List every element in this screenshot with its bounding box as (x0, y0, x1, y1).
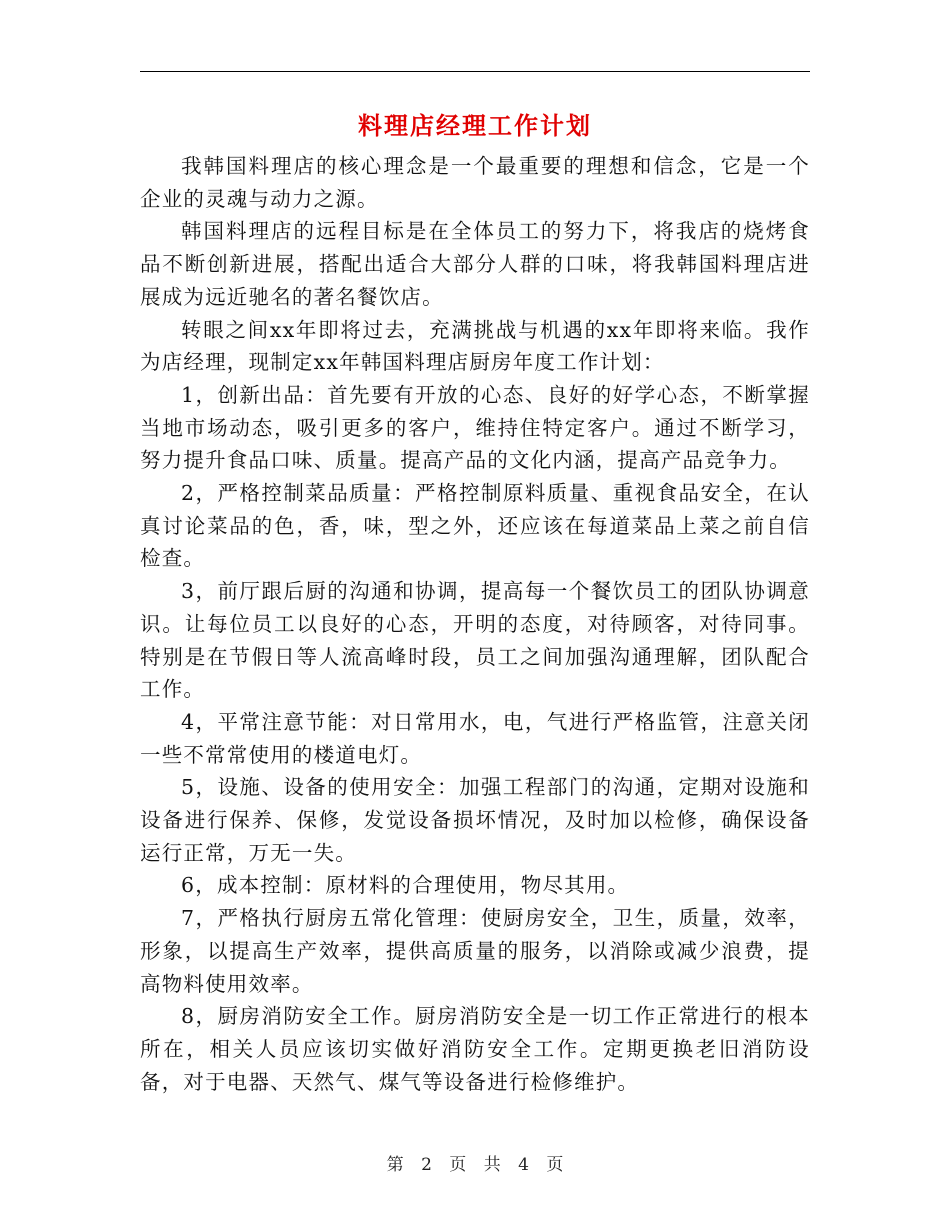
footer-page-unit: 页 (449, 1155, 467, 1175)
paragraph: 5，设施、设备的使用安全：加强工程部门的沟通，定期对设施和设备进行保养、保修，发觉设备损坏情况，及时加以检修，确保设备运行正常，万无一失。 (140, 775, 810, 865)
footer-total-label: 共 (483, 1155, 501, 1175)
footer-total-unit: 页 (546, 1155, 564, 1175)
paragraph: 6，成本控制：原材料的合理使用，物尽其用。 (181, 873, 630, 898)
page-footer (0, 1152, 950, 1178)
paragraph: 7，严格执行厨房五常化管理：使厨房安全，卫生，质量，效率，形象，以提高生产效率，提供高质量的服务，以消除或减少浪费，提高物料使用效率。 (140, 906, 810, 996)
paragraph: 我韩国料理店的核心理念是一个最重要的理想和信念，它是一个企业的灵魂与动力之源。 (140, 154, 810, 211)
document-title: 料理店经理工作计划 (358, 111, 592, 140)
paragraph: 1，创新出品：首先要有开放的心态、良好的好学心态，不断掌握当地市场动态，吸引更多的客户，维持住特定客户。通过不断学习，努力提升食品口味、质量。提高产品的文化内涵，提高产品竞争力。 (140, 382, 810, 473)
document-body (140, 150, 810, 1098)
paragraph: 4，平常注意节能：对日常用水，电，气进行严格监管，注意关闭一些不常常使用的楼道电灯。 (140, 709, 810, 767)
paragraph: 2，严格控制菜品质量：严格控制原料质量、重视食品安全，在认真讨论菜品的色，香，味，型之外，还应该在每道菜品上菜之前自信检查。 (140, 481, 810, 571)
paragraph: 韩国料理店的远程目标是在全体员工的努力下，将我店的烧烤食品不断创新进展，搭配出适合大部分人群的口味，将我韩国料理店进展成为远近驰名的著名餐饮店。 (140, 219, 810, 309)
paragraph: 3，前厅跟后厨的沟通和协调，提高每一个餐饮员工的团队协调意识。让每位员工以良好的心态，开明的态度，对待顾客，对待同事。特别是在节假日等人流高峰时段，员工之间加强沟通理解，团队配合工作。 (140, 579, 810, 702)
current-page-number: 2 (421, 1155, 432, 1175)
paragraph: 转眼之间xx年即将过去，充满挑战与机遇的xx年即将来临。我作为店经理，现制定xx年韩国料理店厨房年度工作计划： (140, 317, 810, 375)
header-rule (140, 71, 810, 72)
total-pages-number: 4 (518, 1155, 529, 1175)
paragraph: 8，厨房消防安全工作。厨房消防安全是一切工作正常进行的根本所在，相关人员应该切实做好消防安全工作。定期更换老旧消防设备，对于电器、天然气、煤气等设备进行检修维护。 (140, 1004, 810, 1094)
footer-prefix: 第 (386, 1155, 404, 1175)
